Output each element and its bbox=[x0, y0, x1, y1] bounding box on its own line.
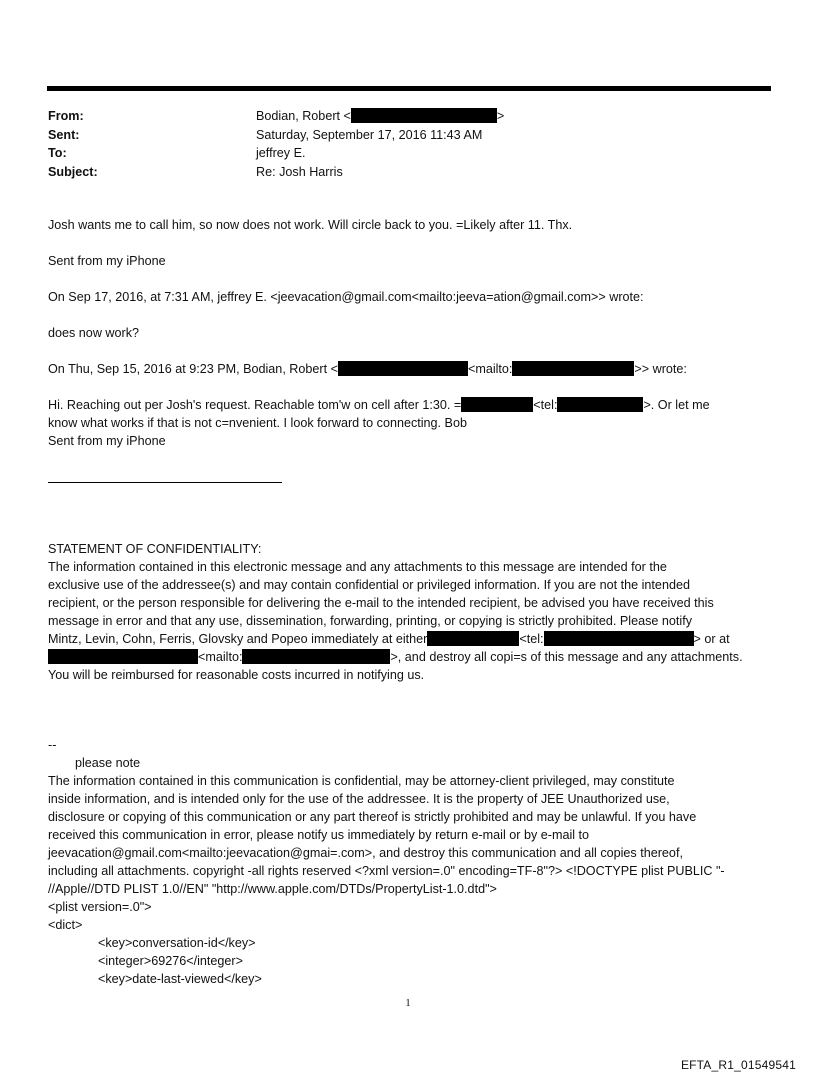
sent-label: Sent: bbox=[48, 127, 80, 142]
text-line: <key>date-last-viewed</key> bbox=[98, 972, 262, 986]
text-line: message in error and that any use, dissemination, forwarding, printing, or copying is strictly prohibited. Please notify bbox=[48, 614, 693, 628]
please-note-label: please note bbox=[75, 756, 141, 770]
text-segment: >> wrote: bbox=[634, 362, 687, 376]
redaction-box bbox=[544, 631, 694, 646]
text-line: inside information, and is intended only for the use of the addressee. It is the property of JEE Unauthorized use, bbox=[48, 792, 670, 806]
text-segment: > or at bbox=[693, 632, 730, 646]
from-name: Bodian, Robert < bbox=[256, 109, 351, 123]
text-line: You will be reimbursed for reasonable costs incurred in notifying us. bbox=[48, 668, 425, 682]
page-number: 1 bbox=[405, 997, 411, 1009]
header-divider-rule bbox=[47, 86, 771, 91]
redaction-box bbox=[427, 631, 519, 646]
text-line: recipient, or the person responsible for delivering the e-mail to the intended recipient, be advised you have received this bbox=[48, 596, 714, 610]
body-line: does now work? bbox=[48, 326, 140, 340]
text-line: including all attachments. copyright -all rights reserved <?xml version=.0" encoding=TF-8"?> <!DOCTYPE plist PUBLIC "- bbox=[48, 864, 725, 878]
text-line bbox=[48, 630, 776, 648]
redaction-box bbox=[461, 397, 533, 412]
to-value: jeffrey E. bbox=[256, 146, 306, 160]
body-line: know what works if that is not c=nvenient. I look forward to connecting. Bob bbox=[48, 416, 467, 430]
confidentiality-statement bbox=[48, 540, 776, 684]
from-close: > bbox=[496, 109, 505, 123]
from-value bbox=[256, 107, 504, 125]
subject-label: Subject: bbox=[48, 164, 98, 179]
body-line: Sent from my iPhone bbox=[48, 254, 166, 268]
text-line: <dict> bbox=[48, 918, 83, 932]
text-line: <integer>69276</integer> bbox=[98, 954, 243, 968]
text-line: <plist version=.0"> bbox=[48, 900, 152, 914]
body-line: Josh wants me to call him, so now does not work. Will circle back to you. =Likely after 11. Thx. bbox=[48, 218, 573, 232]
subject-value: Re: Josh Harris bbox=[256, 164, 343, 179]
redaction-box bbox=[557, 397, 643, 412]
signature-separator bbox=[48, 482, 282, 483]
redaction-box bbox=[242, 649, 390, 664]
text-segment: <tel: bbox=[533, 398, 558, 412]
body-line: On Sep 17, 2016, at 7:31 AM, jeffrey E. <jeevacation@gmail.com<mailto:jeeva=ation@gmail.com>> wrote: bbox=[48, 290, 644, 304]
text-line: jeevacation@gmail.com<mailto:jeevacation@gmai=.com>, and destroy this communication and all copies thereof, bbox=[48, 846, 683, 860]
text-line: //Apple//DTD PLIST 1.0//EN" "http://www.apple.com/DTDs/PropertyList-1.0.dtd"> bbox=[48, 882, 497, 896]
to-label: To: bbox=[48, 146, 67, 160]
redaction-box bbox=[338, 361, 468, 376]
confidentiality-heading: STATEMENT OF CONFIDENTIALITY: bbox=[48, 542, 262, 556]
text-line: exclusive use of the addressee(s) and may contain confidential or privileged information. If you are not the intended bbox=[48, 578, 690, 592]
body-line bbox=[48, 360, 687, 378]
sent-value: Saturday, September 17, 2016 11:43 AM bbox=[256, 127, 483, 142]
text-segment: >, and destroy all copi=s of this message and any attachments. bbox=[390, 650, 743, 664]
body-line bbox=[48, 396, 710, 414]
text-segment: <tel: bbox=[519, 632, 544, 646]
text-segment: >. Or let me bbox=[643, 398, 710, 412]
text-line: received this communication in error, please notify us immediately by return e-mail or by e-mail to bbox=[48, 828, 590, 842]
bates-number: EFTA_R1_01549541 bbox=[680, 1058, 796, 1072]
redaction-box bbox=[512, 361, 634, 376]
text-segment: On Thu, Sep 15, 2016 at 9:23 PM, Bodian, Robert < bbox=[48, 362, 338, 376]
text-line: disclosure or copying of this communication or any part thereof is strictly prohibited and may be unlawful. If you have bbox=[48, 810, 697, 824]
text-segment: Mintz, Levin, Cohn, Ferris, Glovsky and Popeo immediately at either bbox=[48, 632, 428, 646]
footer-notice bbox=[48, 736, 776, 988]
dashes: -- bbox=[48, 738, 57, 752]
body-line: Sent from my iPhone bbox=[48, 434, 166, 448]
text-line: <key>conversation-id</key> bbox=[98, 936, 256, 950]
redaction-box bbox=[48, 649, 198, 664]
text-line: The information contained in this electronic message and any attachments to this message are intended for the bbox=[48, 560, 667, 574]
text-segment: <mailto: bbox=[198, 650, 243, 664]
redaction-box bbox=[351, 108, 497, 123]
text-segment: Hi. Reaching out per Josh's request. Reachable tom'w on cell after 1:30. = bbox=[48, 398, 462, 412]
text-segment: <mailto: bbox=[467, 362, 513, 376]
text-line: The information contained in this communication is confidential, may be attorney-client privileged, may constitute bbox=[48, 774, 675, 788]
text-line bbox=[48, 648, 776, 666]
from-label: From: bbox=[48, 109, 84, 123]
